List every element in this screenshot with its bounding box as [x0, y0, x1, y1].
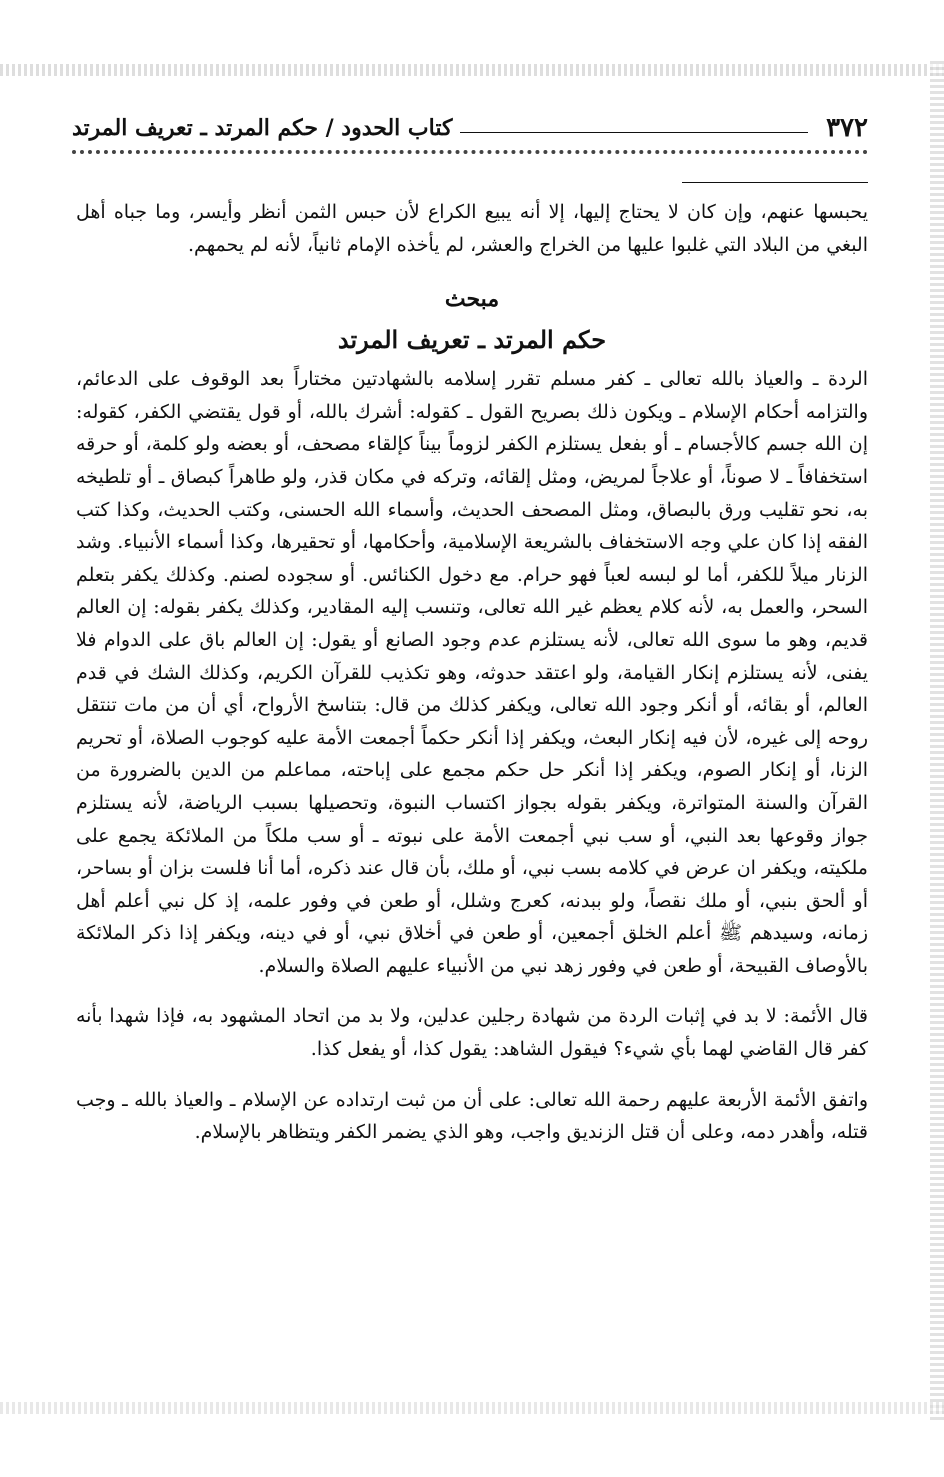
continuation-rule [682, 182, 868, 183]
running-header [72, 112, 868, 144]
header-rule [460, 132, 808, 133]
paragraph-consensus: واتفق الأئمة الأربعة عليهم رحمة الله تعالى: على أن من ثبت ارتداده عن الإسلام ـ والعياذ بالله ـ وجب قتله، وأهدر دمه، وعلى أن قتل الزنديق واجب، وهو الذي يضمر الكفر ويتظاهر بالإسلام. [76, 1088, 868, 1144]
ornamental-border-right [930, 60, 944, 1420]
intro-paragraph: يحبسها عنهم، وإن كان لا يحتاج إليها، إلا أنه يبيع الكراع لأن حبس الثمن أنظر وأيسر، وما جباه أهل البغي من البلاد التي غلبوا عليها من الخراج والعشر، لم يأخذه الإمام ثانياً، لأنه لم يحمهم. [76, 201, 868, 256]
paragraph-witnesses: قال الأئمة: لا بد في إثبات الردة من شهادة رجلين عدلين، ولا بد من اتحاد المشهود به، فإذا شهدا بأنه كفر قال القاضي لهما بأي شيء؟ فيقول الشاهد: يقول كذا، أو يفعل كذا. [76, 1005, 868, 1061]
page-number: ٣٧٢ [826, 113, 868, 143]
ornamental-border-top [0, 64, 944, 76]
ornamental-border-bottom [0, 1402, 944, 1414]
page-body [76, 196, 868, 1149]
header-dotted-line [72, 150, 868, 160]
section-label: مبحث [444, 286, 500, 313]
section-title: حكم المرتد ـ تعريف المرتد [337, 325, 607, 355]
running-title: كتاب الحدود / حكم المرتد ـ تعريف المرتد [72, 115, 453, 141]
paragraph-definition: الردة ـ والعياذ بالله تعالى ـ كفر مسلم تقرر إسلامه بالشهادتين مختاراً بعد الوقوف على الدعائم، والتزامه أحكام الإسلام ـ ويكون ذلك بصريح القول ـ كقوله: أشرك بالله، أو قول يقتضي الكفر، كقوله: إن الله جسم كالأجسام ـ أو بفعل يستلزم الكفر لزوماً بيناً كإلقاء مصحف، أو بعضه ولو كلمة، أو حرقه استخفافاً ـ لا صوناً، أو علاجاً لمريض، ومثل إلقائه، وتركه في مكان قذر، ولو طاهراً كبصاق ـ أو تلطيخه به، نحو تقليب ورق بالبصاق، ومثل المصحف الحديث، وأسماء الله الحسنى، وكتب الحديث، وكذا كتب الفقه إذا كان علي وجه الاستخفاف بالشريعة الإسلامية، وأحكامها، أو تحقيرها، وكذا أسماء الأنبياء. وشد الزنار ميلاً للكفر، أما لو لبسه لعباً فهو حرام. مع دخول الكنائس. أو سجوده لصنم. وكذلك يكفر بتعلم السحر، والعمل به، لأنه كلام يعظم غير الله تعالى، وتنسب إليه المقادير، وكذلك يكفر بقوله: إن العالم قديم، وهو ما سوى الله تعالى، لأنه يستلزم عدم وجود الصانع أو يقول: إن العالم باق على الدوام فلا يفنى، لأنه يستلزم إنكار القيامة، ولو اعتقد حدوثه، وهو تكذيب للقرآن الكريم، وكذلك الشك في قدم العالم، أو بقائه، أو أنكر وجود الله تعالى، ويكفر كذلك من قال: بتناسخ الأرواح، أي أن من مات تنتقل روحه إلى غيره، لأن فيه إنكار البعث، ويكفر إذا أنكر حكماً أجمعت الأمة عليه كوجوب الصلاة، أو تحريم الزنا، أو إنكار الصوم، ويكفر إذا أنكر حل حكم مجمع على إباحته، مماعلم من الدين بالضرورة من القرآن والسنة المتواترة، ويكفر بقوله بجواز اكتساب النبوة، وتحصيلها بسبب الرياضة، لأنه يستلزم جواز وقوعها بعد النبي، أو سب نبي أجمعت الأمة على نبوته ـ أو سب ملكاً من الملائكة يجمع على ملكيته، ويكفر ان عرض في كلامه بسب نبي، أو ملك، بأن قال عند ذكره، أما أنا فلست بزان أو بساحر، أو ألحق بنبي، أو ملك نقصاً، ولو ببدنه، كعرج وشلل، أو طعن في وفور علمه، إذ كل نبي أعلم أهل زمانه، وسيدهم ﷺ أعلم الخلق أجمعين، أو طعن في أخلاق نبي، أو في دينه، ويكفر إذا ذكر الملائكة بالأوصاف القبيحة، أو طعن في وفور زهد نبي من الأنبياء عليهم الصلاة والسلام. [76, 368, 868, 977]
